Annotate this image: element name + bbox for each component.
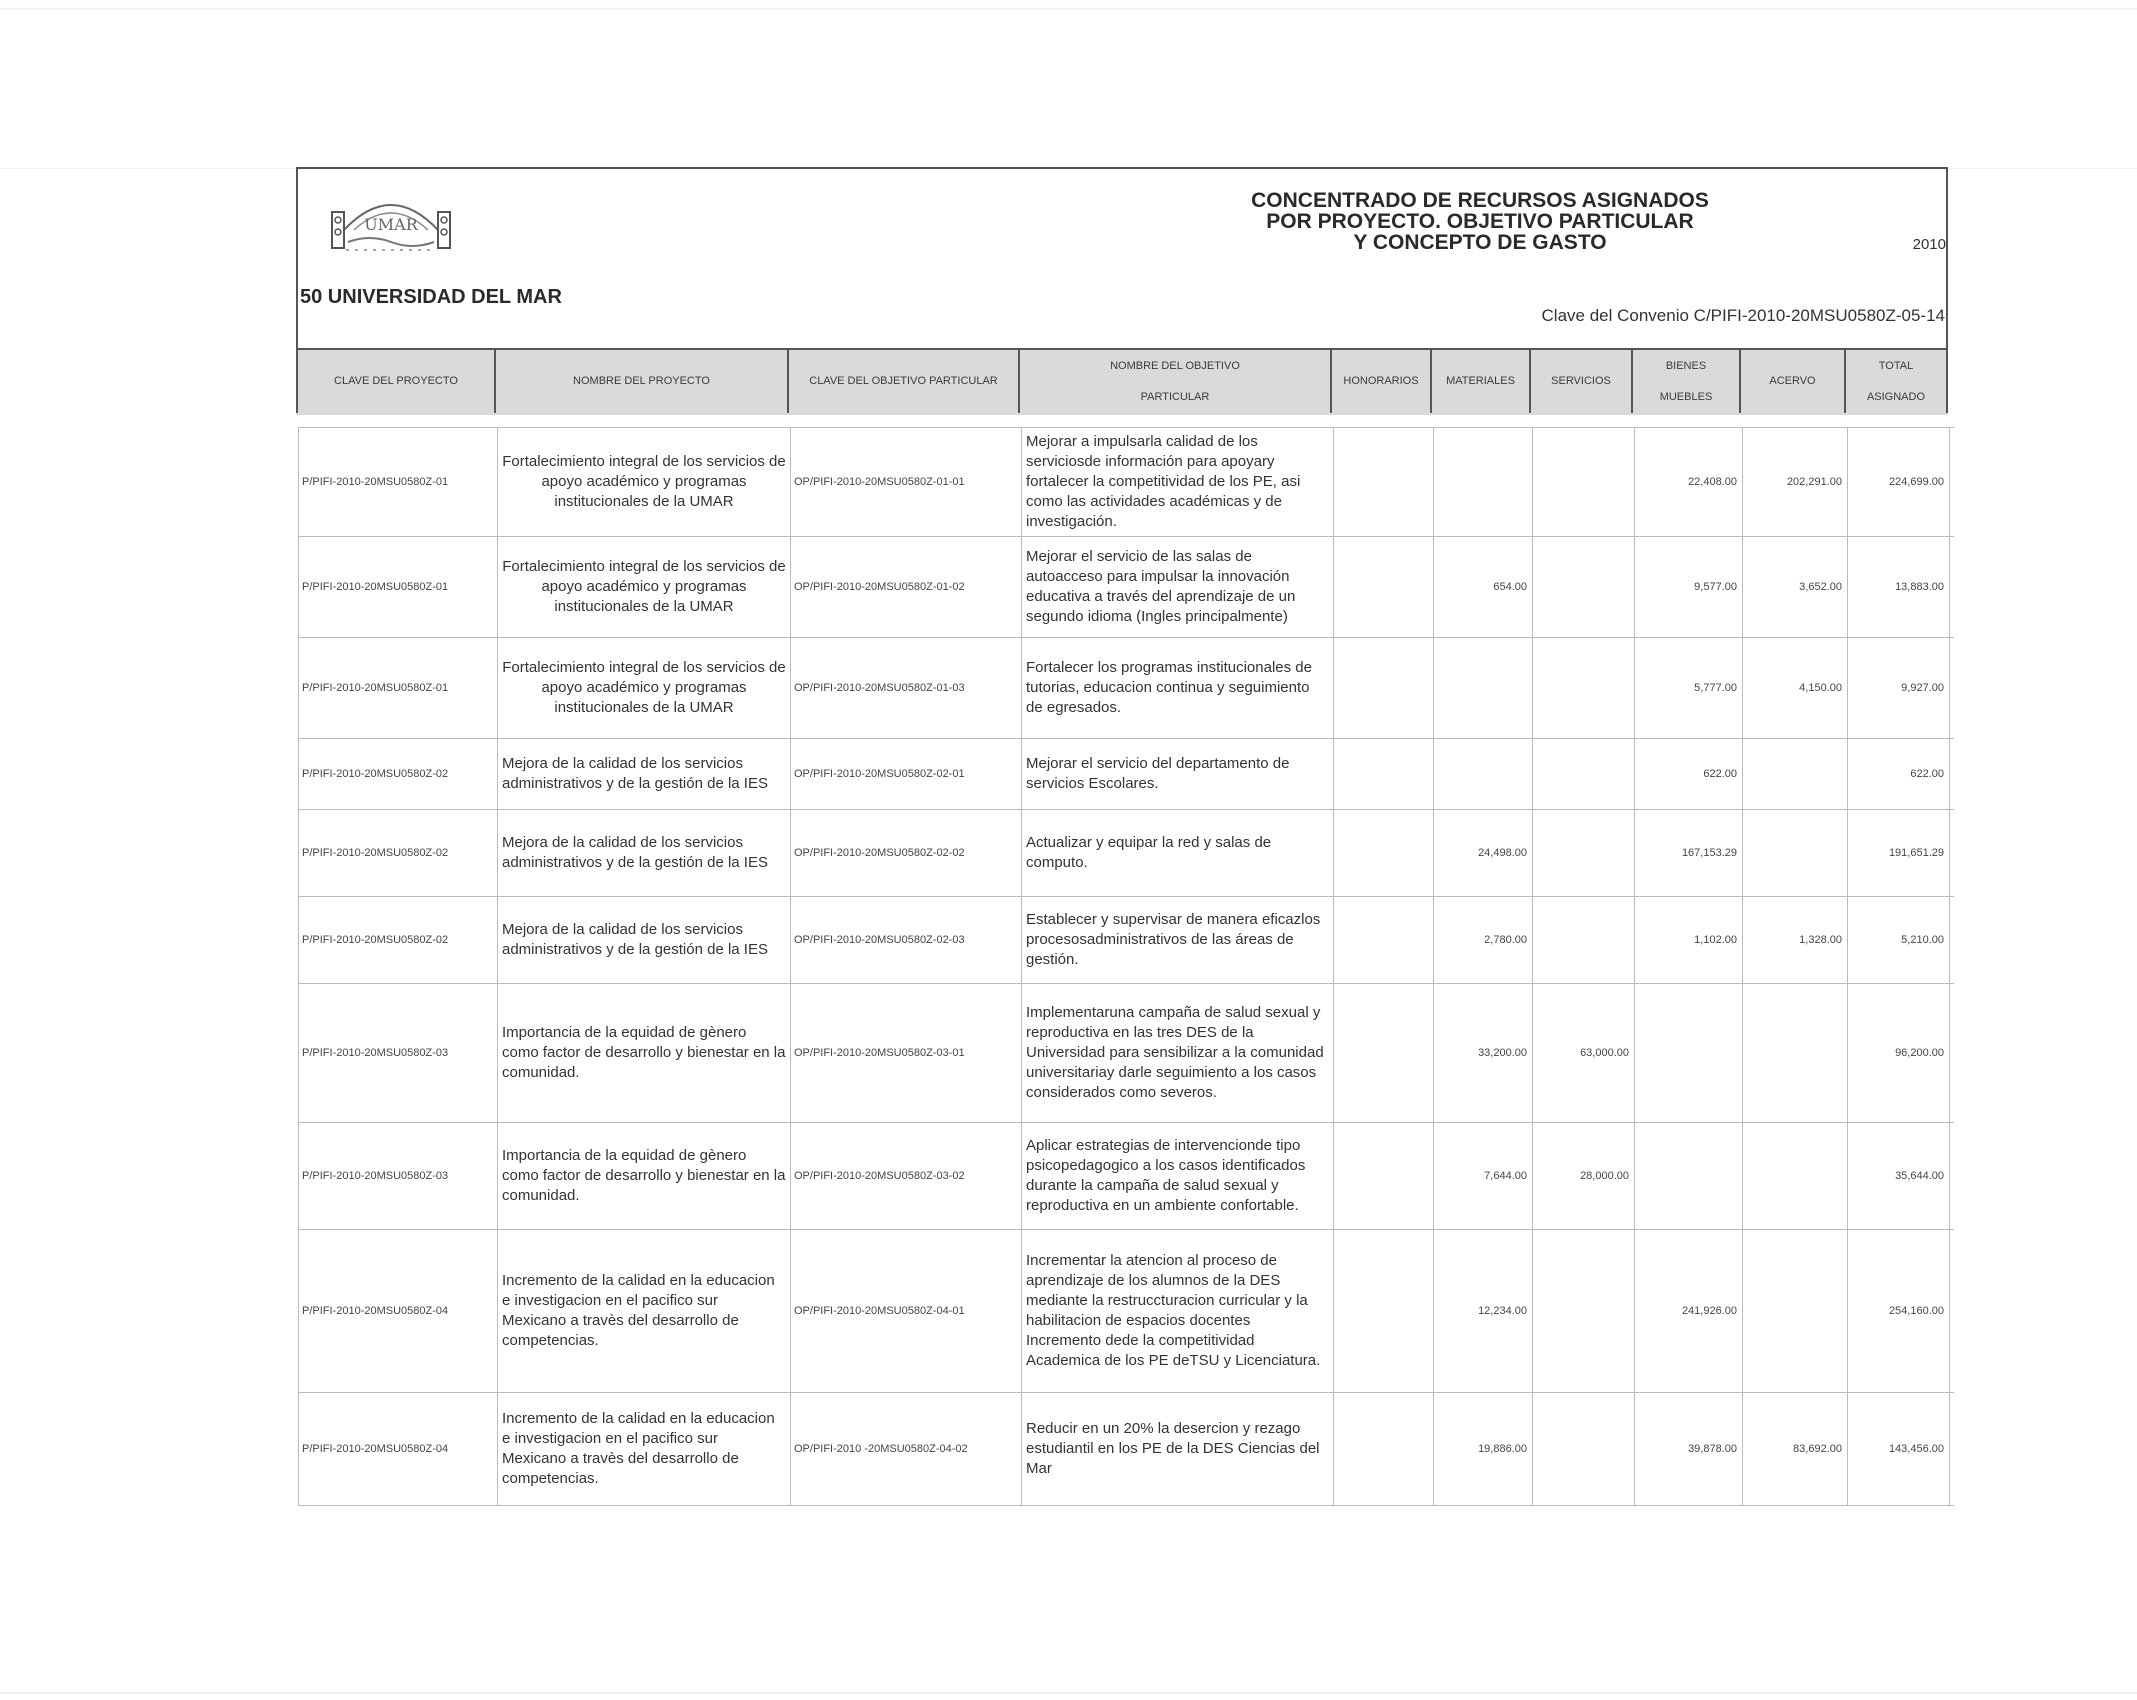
cell-acervo xyxy=(1743,984,1848,1122)
cell-acervo: 4,150.00 xyxy=(1743,638,1848,738)
cell-materiales: 33,200.00 xyxy=(1434,984,1533,1122)
column-header-materiales: MATERIALES xyxy=(1432,350,1531,413)
cell-total-asignado: 35,644.00 xyxy=(1848,1123,1950,1229)
column-header-row xyxy=(296,348,1948,415)
cell-acervo xyxy=(1743,739,1848,809)
cell-nombre-proyecto: Fortalecimiento integral de los servicios de apoyo académico y programas institucionales de la UMAR xyxy=(498,638,791,738)
cell-materiales: 19,886.00 xyxy=(1434,1393,1533,1505)
cell-honorarios xyxy=(1334,638,1434,738)
cell-total-asignado: 5,210.00 xyxy=(1848,897,1950,983)
cell-nombre-proyecto: Mejora de la calidad de los servicios administrativos y de la gestión de la IES xyxy=(498,810,791,896)
cell-acervo xyxy=(1743,1230,1848,1392)
column-header-text: TOTAL xyxy=(1878,359,1914,372)
cell-nombre-proyecto: Fortalecimiento integral de los servicios de apoyo académico y programas institucionales de la UMAR xyxy=(498,537,791,637)
cell-servicios xyxy=(1533,1230,1635,1392)
cell-total-asignado: 9,927.00 xyxy=(1848,638,1950,738)
cell-clave-objetivo: OP/PIFI-2010-20MSU0580Z-04-01 xyxy=(791,1230,1022,1392)
cell-bienes-muebles: 1,102.00 xyxy=(1635,897,1743,983)
cell-acervo xyxy=(1743,1123,1848,1229)
cell-clave-proyecto: P/PIFI-2010-20MSU0580Z-01 xyxy=(298,537,498,637)
cell-bienes-muebles: 9,577.00 xyxy=(1635,537,1743,637)
institution-name: 50 UNIVERSIDAD DEL MAR xyxy=(300,286,562,308)
cell-clave-objetivo: OP/PIFI-2010-20MSU0580Z-02-01 xyxy=(791,739,1022,809)
column-header-clave-proyecto: CLAVE DEL PROYECTO xyxy=(296,350,496,413)
table-row xyxy=(298,1230,1954,1393)
cell-clave-objetivo: OP/PIFI-2010 -20MSU0580Z-04-02 xyxy=(791,1393,1022,1505)
cell-total-asignado: 254,160.00 xyxy=(1848,1230,1950,1392)
table-row xyxy=(298,810,1954,897)
cell-servicios xyxy=(1533,897,1635,983)
report-year: 2010 xyxy=(1912,236,1946,253)
university-logo xyxy=(326,190,456,260)
cell-nombre-proyecto: Incremento de la calidad en la educacion e investigacion en el pacifico sur Mexicano a travès del desarrollo de competencias. xyxy=(498,1230,791,1392)
cell-servicios xyxy=(1533,1393,1635,1505)
report-title-line: POR PROYECTO. OBJETIVO PARTICULAR xyxy=(1266,210,1694,233)
cell-clave-objetivo: OP/PIFI-2010-20MSU0580Z-01-02 xyxy=(791,537,1022,637)
cell-materiales xyxy=(1434,428,1533,536)
page-edge xyxy=(0,8,2137,10)
cell-bienes-muebles: 167,153.29 xyxy=(1635,810,1743,896)
logo-ring xyxy=(441,217,447,223)
cell-nombre-objetivo: Mejorar a impulsarla calidad de los serviciosde información para apoyary fortalecer la competitividad de los PE, asi como las actividades académicas y de investigación. xyxy=(1022,428,1334,536)
cell-bienes-muebles: 622.00 xyxy=(1635,739,1743,809)
cell-servicios xyxy=(1533,638,1635,738)
cell-nombre-objetivo: Mejorar el servicio de las salas de autoacceso para impulsar la innovación educativa a través del aprendizaje de un segundo idioma (Ingles principalmente) xyxy=(1022,537,1334,637)
column-header-text: PARTICULAR xyxy=(1140,390,1210,403)
cell-materiales: 654.00 xyxy=(1434,537,1533,637)
cell-clave-proyecto: P/PIFI-2010-20MSU0580Z-02 xyxy=(298,810,498,896)
cell-honorarios xyxy=(1334,1230,1434,1392)
column-header-nombre-objetivo xyxy=(1020,350,1332,413)
cell-materiales: 2,780.00 xyxy=(1434,897,1533,983)
cell-acervo: 3,652.00 xyxy=(1743,537,1848,637)
cell-clave-objetivo: OP/PIFI-2010-20MSU0580Z-03-01 xyxy=(791,984,1022,1122)
cell-nombre-proyecto: Mejora de la calidad de los servicios administrativos y de la gestión de la IES xyxy=(498,739,791,809)
cell-nombre-objetivo: Reducir en un 20% la desercion y rezago estudiantil en los PE de la DES Ciencias del Mar xyxy=(1022,1393,1334,1505)
cell-nombre-proyecto: Importancia de la equidad de gènero como factor de desarrollo y bienestar en la comunidad. xyxy=(498,984,791,1122)
cell-acervo: 1,328.00 xyxy=(1743,897,1848,983)
cell-materiales: 24,498.00 xyxy=(1434,810,1533,896)
cell-clave-objetivo: OP/PIFI-2010-20MSU0580Z-02-02 xyxy=(791,810,1022,896)
table-row xyxy=(298,984,1954,1123)
logo-ring xyxy=(335,217,341,223)
table-row xyxy=(298,1393,1954,1506)
cell-clave-proyecto: P/PIFI-2010-20MSU0580Z-03 xyxy=(298,984,498,1122)
convenio-key: Clave del Convenio C/PIFI-2010-20MSU0580Z-05-14 xyxy=(1541,306,1945,325)
cell-total-asignado: 96,200.00 xyxy=(1848,984,1950,1122)
column-header-honorarios: HONORARIOS xyxy=(1332,350,1432,413)
cell-servicios: 63,000.00 xyxy=(1533,984,1635,1122)
cell-nombre-objetivo: Actualizar y equipar la red y salas de computo. xyxy=(1022,810,1334,896)
cell-total-asignado: 622.00 xyxy=(1848,739,1950,809)
cell-servicios xyxy=(1533,537,1635,637)
column-header-text: MUEBLES xyxy=(1659,390,1713,403)
cell-clave-objetivo: OP/PIFI-2010-20MSU0580Z-02-03 xyxy=(791,897,1022,983)
cell-total-asignado: 191,651.29 xyxy=(1848,810,1950,896)
logo-text: UMAR xyxy=(364,215,418,234)
cell-nombre-proyecto: Fortalecimiento integral de los servicios de apoyo académico y programas institucionales de la UMAR xyxy=(498,428,791,536)
logo-ring xyxy=(441,229,447,235)
cell-honorarios xyxy=(1334,537,1434,637)
cell-total-asignado: 13,883.00 xyxy=(1848,537,1950,637)
column-header-clave-objetivo: CLAVE DEL OBJETIVO PARTICULAR xyxy=(789,350,1020,413)
cell-acervo xyxy=(1743,810,1848,896)
cell-bienes-muebles xyxy=(1635,1123,1743,1229)
cell-materiales: 7,644.00 xyxy=(1434,1123,1533,1229)
cell-honorarios xyxy=(1334,739,1434,809)
allocation-table xyxy=(298,427,1954,1506)
table-row xyxy=(298,897,1954,984)
table-row xyxy=(298,739,1954,810)
cell-clave-objetivo: OP/PIFI-2010-20MSU0580Z-01-01 xyxy=(791,428,1022,536)
cell-bienes-muebles: 241,926.00 xyxy=(1635,1230,1743,1392)
cell-nombre-objetivo: Implementaruna campaña de salud sexual y reproductiva en las tres DES de la Universidad para sensibilizar a la comunidad universitariay darle seguimiento a los casos considerados como severos. xyxy=(1022,984,1334,1122)
table-row xyxy=(298,638,1954,739)
cell-total-asignado: 224,699.00 xyxy=(1848,428,1950,536)
cell-clave-proyecto: P/PIFI-2010-20MSU0580Z-01 xyxy=(298,638,498,738)
column-header-acervo: ACERVO xyxy=(1741,350,1846,413)
cell-acervo: 83,692.00 xyxy=(1743,1393,1848,1505)
page-edge xyxy=(0,1692,2137,1694)
cell-nombre-objetivo: Aplicar estrategias de intervencionde tipo psicopedagogico a los casos identificados durante la campaña de salud sexual y reproductiva en un ambiente confortable. xyxy=(1022,1123,1334,1229)
report-title xyxy=(1170,190,1790,253)
cell-nombre-objetivo: Mejorar el servicio del departamento de servicios Escolares. xyxy=(1022,739,1334,809)
column-header-text: BIENES xyxy=(1665,359,1707,372)
table-row xyxy=(298,1123,1954,1230)
cell-servicios xyxy=(1533,810,1635,896)
table-row xyxy=(298,537,1954,638)
cell-clave-proyecto: P/PIFI-2010-20MSU0580Z-02 xyxy=(298,739,498,809)
cell-clave-objetivo: OP/PIFI-2010-20MSU0580Z-01-03 xyxy=(791,638,1022,738)
cell-honorarios xyxy=(1334,984,1434,1122)
cell-materiales: 12,234.00 xyxy=(1434,1230,1533,1392)
column-header-text: NOMBRE DEL OBJETIVO xyxy=(1110,359,1240,372)
cell-bienes-muebles: 5,777.00 xyxy=(1635,638,1743,738)
logo-wave xyxy=(348,238,434,246)
column-header-text: ASIGNADO xyxy=(1866,390,1926,403)
cell-bienes-muebles: 39,878.00 xyxy=(1635,1393,1743,1505)
cell-honorarios xyxy=(1334,1123,1434,1229)
cell-honorarios xyxy=(1334,1393,1434,1505)
report-title-line: CONCENTRADO DE RECURSOS ASIGNADOS xyxy=(1251,189,1709,212)
cell-clave-proyecto: P/PIFI-2010-20MSU0580Z-04 xyxy=(298,1230,498,1392)
cell-nombre-objetivo: Establecer y supervisar de manera eficazlos procesosadministrativos de las áreas de gestión. xyxy=(1022,897,1334,983)
cell-honorarios xyxy=(1334,897,1434,983)
table-row xyxy=(298,428,1954,537)
cell-honorarios xyxy=(1334,428,1434,536)
cell-clave-objetivo: OP/PIFI-2010-20MSU0580Z-03-02 xyxy=(791,1123,1022,1229)
cell-materiales xyxy=(1434,739,1533,809)
cell-total-asignado: 143,456.00 xyxy=(1848,1393,1950,1505)
column-header-total-asignado xyxy=(1846,350,1948,413)
logo-ring xyxy=(335,229,341,235)
cell-servicios: 28,000.00 xyxy=(1533,1123,1635,1229)
cell-clave-proyecto: P/PIFI-2010-20MSU0580Z-03 xyxy=(298,1123,498,1229)
cell-acervo: 202,291.00 xyxy=(1743,428,1848,536)
cell-servicios xyxy=(1533,739,1635,809)
cell-materiales xyxy=(1434,638,1533,738)
cell-nombre-proyecto: Importancia de la equidad de gènero como factor de desarrollo y bienestar en la comunidad. xyxy=(498,1123,791,1229)
cell-nombre-objetivo: Incrementar la atencion al proceso de aprendizaje de los alumnos de la DES mediante la restruccturacion curricular y la habilitacion de espacios docentes Incremento dede la competitividad Academica de los PE deTSU y Licenciatura. xyxy=(1022,1230,1334,1392)
cell-bienes-muebles: 22,408.00 xyxy=(1635,428,1743,536)
cell-nombre-objetivo: Fortalecer los programas institucionales de tutorias, educacion continua y seguimiento de egresados. xyxy=(1022,638,1334,738)
column-header-bienes-muebles xyxy=(1633,350,1741,413)
cell-bienes-muebles xyxy=(1635,984,1743,1122)
cell-clave-proyecto: P/PIFI-2010-20MSU0580Z-02 xyxy=(298,897,498,983)
cell-servicios xyxy=(1533,428,1635,536)
column-header-nombre-proyecto: NOMBRE DEL PROYECTO xyxy=(496,350,789,413)
cell-honorarios xyxy=(1334,810,1434,896)
cell-clave-proyecto: P/PIFI-2010-20MSU0580Z-04 xyxy=(298,1393,498,1505)
cell-nombre-proyecto: Incremento de la calidad en la educacion e investigacion en el pacifico sur Mexicano a travès del desarrollo de competencias. xyxy=(498,1393,791,1505)
column-header-servicios: SERVICIOS xyxy=(1531,350,1633,413)
report-title-line: Y CONCEPTO DE GASTO xyxy=(1353,231,1607,254)
cell-clave-proyecto: P/PIFI-2010-20MSU0580Z-01 xyxy=(298,428,498,536)
cell-nombre-proyecto: Mejora de la calidad de los servicios administrativos y de la gestión de la IES xyxy=(498,897,791,983)
